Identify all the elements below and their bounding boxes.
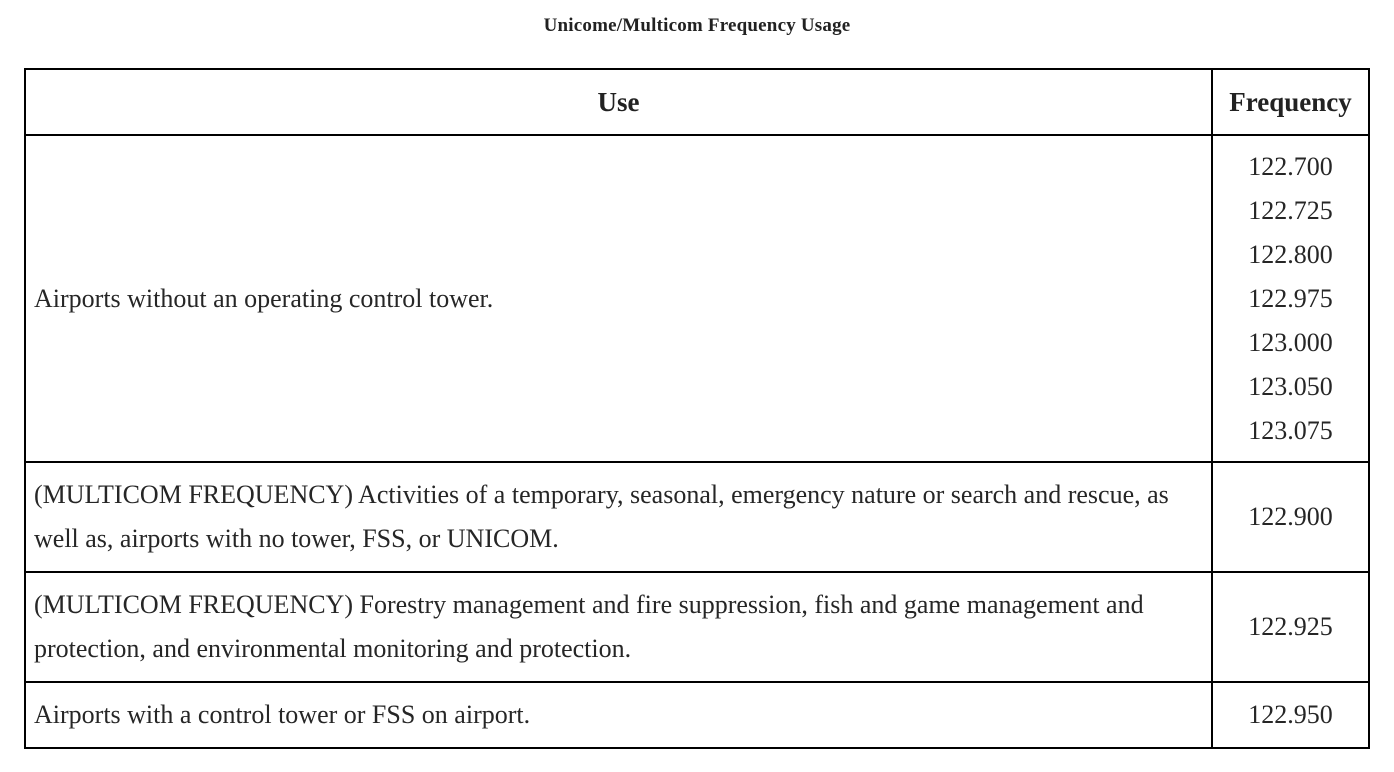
table-row bbox=[25, 462, 1369, 572]
table-row bbox=[25, 572, 1369, 682]
frequency-value: 123.075 bbox=[1248, 415, 1333, 445]
table-row bbox=[25, 682, 1369, 748]
frequency-value: 122.900 bbox=[1248, 502, 1333, 531]
frequency-value: 122.950 bbox=[1248, 700, 1333, 729]
table-row bbox=[25, 135, 1369, 462]
frequency-value: 122.700 bbox=[1248, 151, 1333, 181]
frequency-value: 122.925 bbox=[1248, 612, 1333, 641]
table-title: Unicome/Multicom Frequency Usage bbox=[543, 15, 851, 36]
use-cell: (MULTICOM FREQUENCY) Activities of a temporary, seasonal, emergency nature or search and rescue, as well as, airports with no tower, FSS, or UNICOM. bbox=[25, 462, 1212, 572]
use-cell: Airports with a control tower or FSS on airport. bbox=[25, 682, 1212, 748]
frequency-cell bbox=[1212, 462, 1369, 572]
use-cell: Airports without an operating control tower. bbox=[25, 135, 1212, 462]
frequency-value: 123.050 bbox=[1248, 371, 1333, 401]
frequency-usage-table bbox=[24, 68, 1370, 749]
frequency-cell bbox=[1212, 135, 1369, 462]
header-row bbox=[25, 69, 1369, 135]
frequency-cell bbox=[1212, 572, 1369, 682]
use-column-header: Use bbox=[25, 69, 1212, 135]
frequency-cell bbox=[1212, 682, 1369, 748]
use-cell: (MULTICOM FREQUENCY) Forestry management and fire suppression, fish and game management and protection, and environmental monitoring and protection. bbox=[25, 572, 1212, 682]
frequency-value: 122.725 bbox=[1248, 195, 1333, 225]
frequency-value: 123.000 bbox=[1248, 327, 1333, 357]
frequency-value: 122.800 bbox=[1248, 239, 1333, 269]
frequency-column-header: Frequency bbox=[1212, 69, 1369, 135]
frequency-value: 122.975 bbox=[1248, 283, 1333, 313]
